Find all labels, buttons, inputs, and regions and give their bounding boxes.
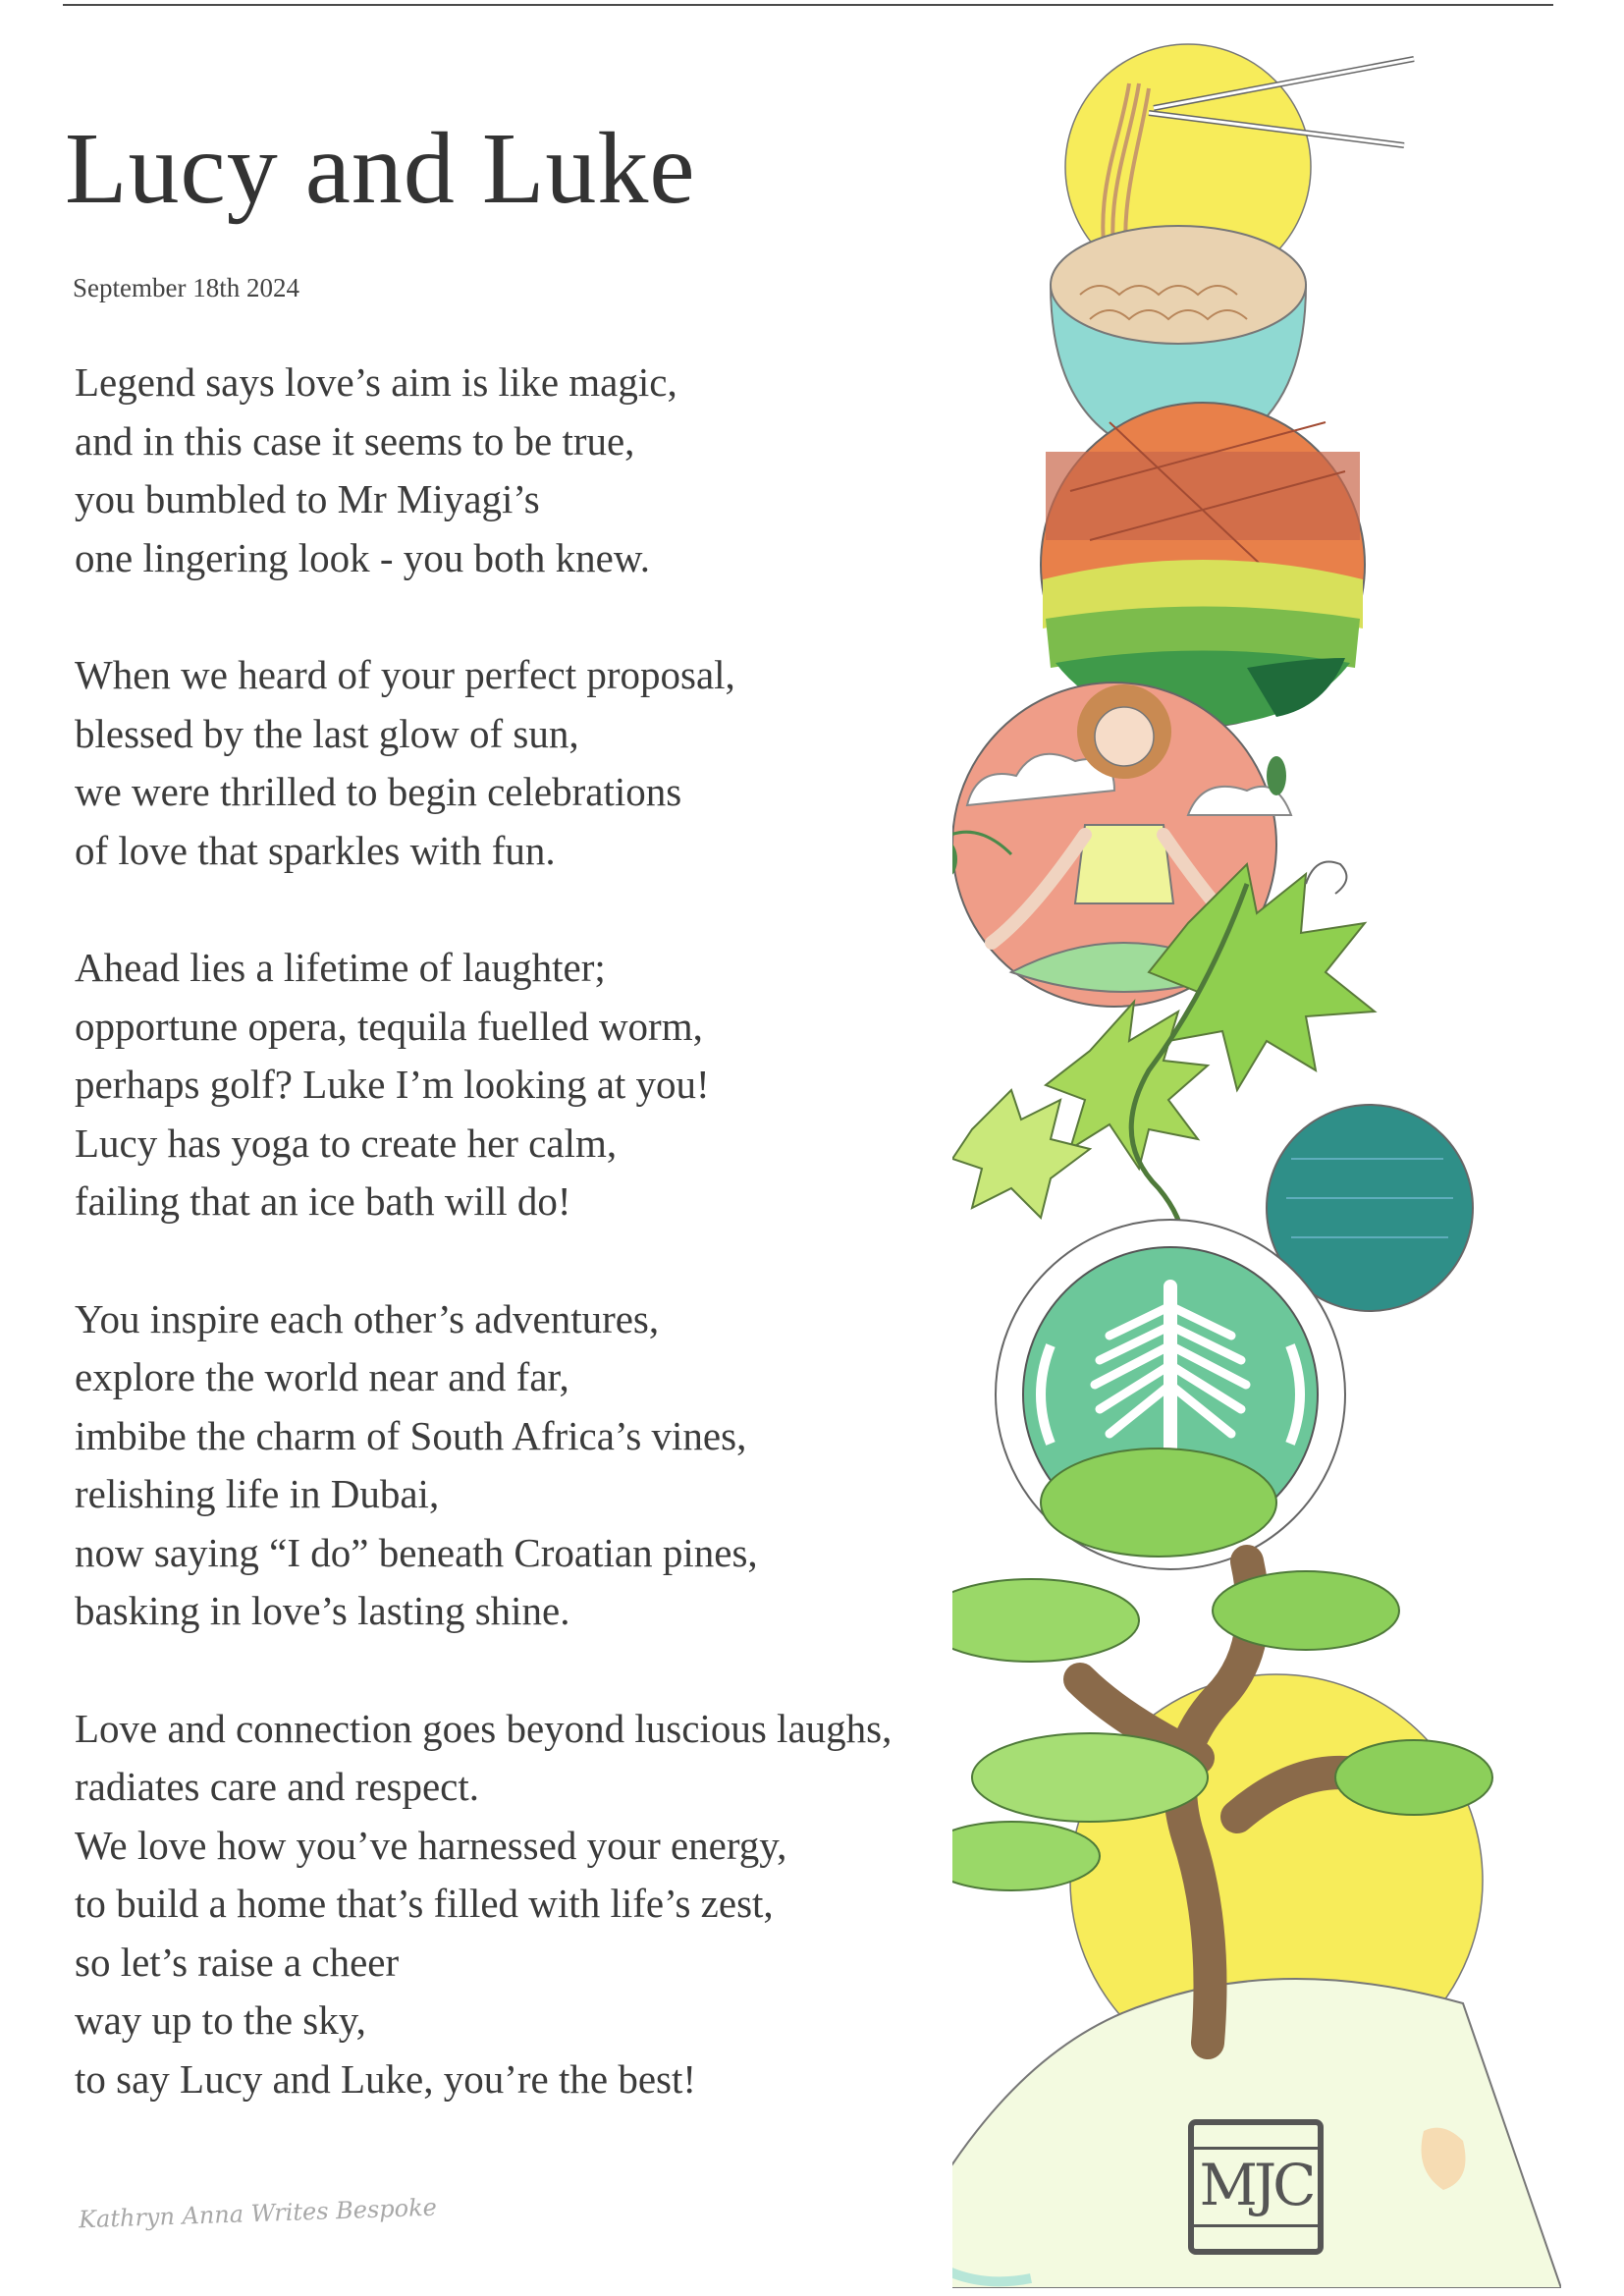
poem-line: You inspire each other’s adventures, — [75, 1295, 660, 1341]
poem-title: Lucy and Luke — [65, 112, 696, 225]
poem-line: Lucy has yoga to create her calm, — [75, 1120, 618, 1166]
signature: Kathryn Anna Writes Bespoke — [78, 2193, 438, 2234]
poem-line: blessed by the last glow of sun, — [75, 710, 579, 756]
poem-line: explore the world near and far, — [75, 1354, 569, 1399]
poem-line: to build a home that’s filled with life’s zest, — [75, 1881, 774, 1926]
poem-line: to say Lucy and Luke, you’re the best! — [75, 2055, 697, 2102]
poem-line: one lingering look - you both knew. — [75, 534, 651, 580]
poem-line: imbibe the charm of South Africa’s vines, — [75, 1412, 747, 1458]
poem-line: relishing life in Dubai, — [75, 1471, 440, 1516]
poem-line: When we heard of your perfect proposal, — [75, 652, 735, 697]
poem-line: perhaps golf? Luke I’m looking at you! — [75, 1062, 710, 1107]
sunset-fields-icon — [1041, 403, 1365, 727]
illustration — [952, 29, 1561, 2288]
poem-line: basking in love’s lasting shine. — [75, 1588, 570, 1633]
poem-line: opportune opera, tequila fuelled worm, — [75, 1003, 703, 1049]
poem-line: and in this case it seems to be true, — [75, 417, 635, 464]
poem-line: so let’s raise a cheer — [75, 1939, 400, 1985]
poem-line: now saying “I do” beneath Croatian pines, — [75, 1529, 758, 1575]
monogram-stamp — [1188, 2119, 1324, 2255]
top-rule — [63, 4, 1553, 6]
poem-line: We love how you’ve harnessed your energy, — [75, 1822, 787, 1868]
poem-line: radiates care and respect. — [75, 1764, 480, 1809]
poem-line: you bumbled to Mr Miyagi’s — [75, 476, 540, 521]
poem-line: Legend says love’s aim is like magic, — [75, 359, 677, 405]
poem-line: we were thrilled to begin celebrations — [75, 769, 682, 814]
monogram-text: MJC — [1188, 2147, 1323, 2227]
poem-line: Love and connection goes beyond luscious laughs, — [75, 1705, 893, 1751]
poem-line: failing that an ice bath will do! — [75, 1178, 571, 1224]
poem-line: Ahead lies a lifetime of laughter; — [75, 945, 606, 990]
poem-date: September 18th 2024 — [73, 273, 299, 302]
poem-line: way up to the sky, — [75, 1997, 366, 2043]
poem-line: of love that sparkles with fun. — [75, 827, 556, 873]
